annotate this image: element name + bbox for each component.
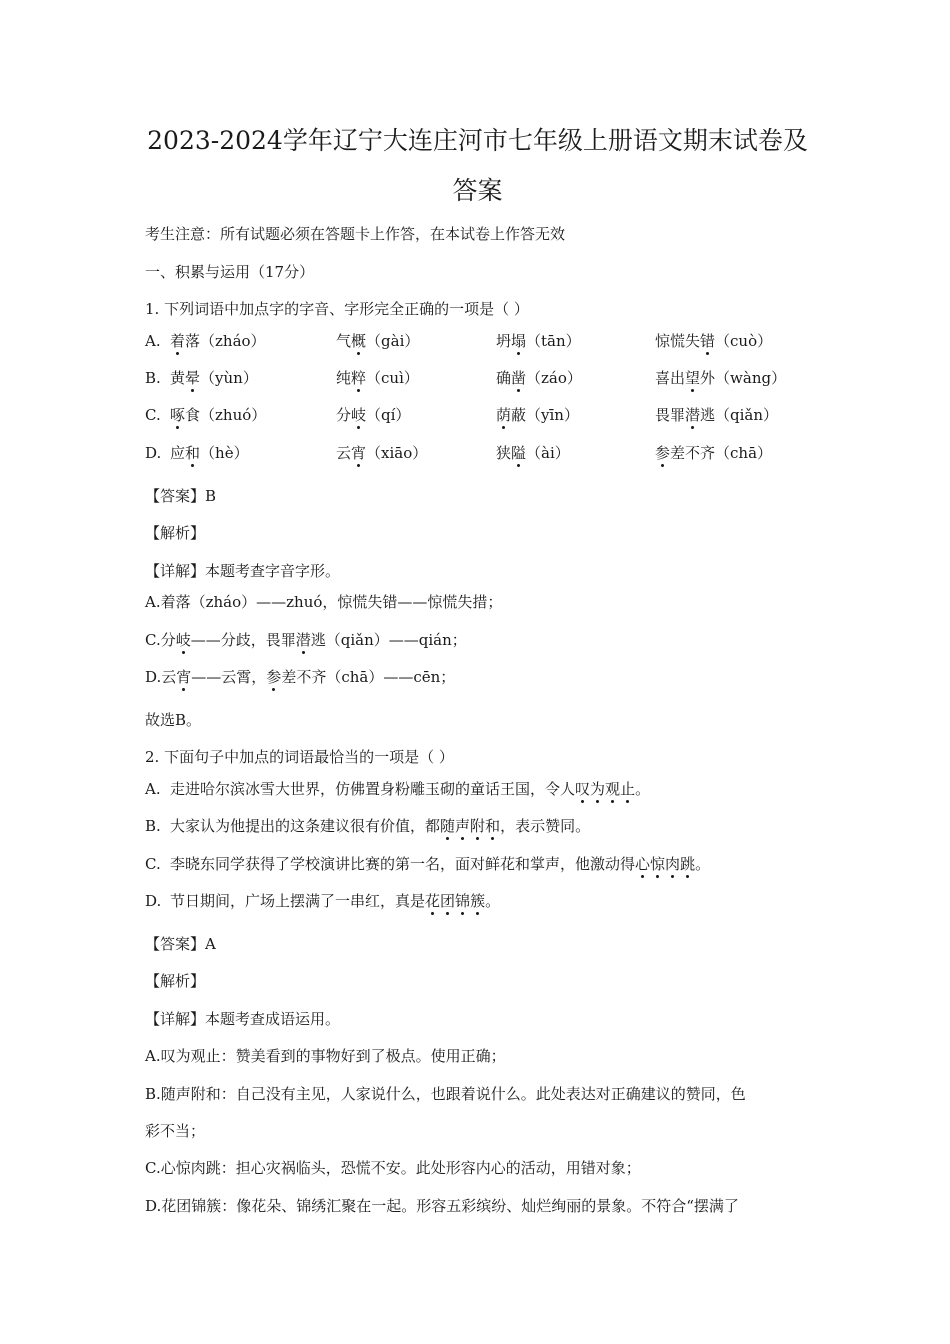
q2-option-label: B. [145,817,161,835]
q1-option-word: 应和（hè） [170,444,249,462]
q2-detail: 【详解】本题考查成语运用。 [145,1010,341,1028]
emphasis-dot-char: 错 [700,332,716,350]
exam-notice: 考生注意：所有试题必须在答题卡上作答，在本试卷上作答无效 [145,225,566,243]
emphasis-dot-char: 心 [635,855,651,873]
emphasis-dot-char: 和 [485,817,501,835]
emphasis-dot-char: 为 [590,780,606,798]
emphasis-dot-char: 锦 [455,892,471,910]
q1-option-word: 参差不齐（chā） [655,444,773,462]
q1-conclusion: 故选B。 [145,711,202,729]
q1-option-label: C. [145,406,161,424]
emphasis-dot-char: 凿 [511,369,527,387]
emphasis-dot-char: 荫 [496,406,512,424]
q2-analysis-label: 【解析】 [145,972,206,990]
q2-explanation-b-line2: 彩不当； [145,1122,206,1140]
emphasis-dot-char: 隘 [511,444,527,462]
q1-option-word: 畏罪潜逃（qiǎn） [655,406,779,424]
question-1-stem: 1. 下列词语中加点字的字音、字形完全正确的一项是（ ） [145,300,529,318]
q1-option-word: 分岐（qí） [336,406,411,424]
question-2-stem: 2. 下面句子中加点的词语最恰当的一项是（ ） [145,748,454,766]
q1-option-word: 荫蔽（yīn） [496,406,579,424]
q2-option-text: 走进哈尔滨冰雪大世界，仿佛置身粉雕玉砌的童话王国，令人叹为观止。 [170,780,651,798]
q2-explanation-a: A.叹为观止：赞美看到的事物好到了极点。使用正确； [145,1047,506,1065]
emphasis-dot-char: 肉 [665,855,681,873]
emphasis-dot-char: 概 [351,332,367,350]
q1-option-word: 云宵（xiāo） [336,444,428,462]
emphasis-dot-char: 团 [440,892,456,910]
q1-option-word: 坍塌（tān） [496,332,581,350]
emphasis-dot-char: 跳 [680,855,696,873]
q1-explanation-c: C.分岐——分歧，畏罪潜逃（qiǎn）——qián； [145,631,467,649]
q2-option-text: 节日期间，广场上摆满了一串红，真是花团锦簇。 [170,892,501,910]
q2-option-label: D. [145,892,162,910]
emphasis-dot-char: 和 [185,444,201,462]
q2-option-label: A. [145,780,161,798]
title-line-1: 2023-2024学年辽宁大连庄河市七年级上册语文期末试卷及 [147,126,808,155]
q1-option-word: 惊慌失错（cuò） [655,332,773,350]
emphasis-dot-char: 着 [170,332,186,350]
q1-option-word: 喜出望外（wàng） [655,369,787,387]
q1-option-word: 啄食（zhuó） [170,406,267,424]
document-title [145,116,810,216]
emphasis-dot-char: 望 [685,369,701,387]
q1-option-label: A. [145,332,161,350]
emphasis-dot-char: 簇 [470,892,486,910]
q1-option-word: 确凿（záo） [496,369,582,387]
q1-answer: 【答案】B [145,487,217,505]
q2-option-label: C. [145,855,161,873]
emphasis-dot-char: 参 [655,444,671,462]
q1-option-word: 气概（gài） [336,332,420,350]
emphasis-dot-char: 宵 [351,444,367,462]
emphasis-dot-char: 附 [470,817,486,835]
q1-explanation-a: A.着落（zháo）——zhuó，惊慌失错——惊慌失措； [145,593,503,611]
emphasis-dot-char: 粹 [351,369,367,387]
emphasis-dot-char: 花 [425,892,441,910]
q2-explanation-d: D.花团锦簇：像花朵、锦绣汇聚在一起。形容五彩缤纷、灿烂绚丽的景象。不符合“摆满了 [145,1197,739,1215]
q1-analysis-label: 【解析】 [145,524,206,542]
emphasis-dot-char: 惊 [650,855,666,873]
emphasis-dot-char: 随 [440,817,456,835]
q1-option-word: 着落（zháo） [170,332,266,350]
q1-option-word: 黄晕（yùn） [170,369,258,387]
section-heading: 一、积累与运用（17分） [145,263,315,281]
q1-option-word: 纯粹（cuì） [336,369,419,387]
emphasis-dot-char: 晕 [185,369,201,387]
emphasis-dot-char: 塌 [511,332,527,350]
q1-explanation-d: D.云宵——云霄，参差不齐（chā）——cēn； [145,668,456,686]
emphasis-dot-char: 观 [605,780,621,798]
q2-answer: 【答案】A [145,935,216,953]
emphasis-dot-char: 声 [455,817,471,835]
q2-option-text: 李晓东同学获得了学校演讲比赛的第一名，面对鲜花和掌声，他激动得心惊肉跳。 [170,855,711,873]
q2-option-text: 大家认为他提出的这条建议很有价值，都随声附和，表示赞同。 [170,817,591,835]
emphasis-dot-char: 啄 [170,406,186,424]
q2-explanation-c: C.心惊肉跳：担心灾祸临头，恐慌不安。此处形容内心的活动，用错对象； [145,1159,641,1177]
q2-explanation-b-line1: B.随声附和：自己没有主见，人家说什么，也跟着说什么。此处表达对正确建议的赞同，色 [145,1085,746,1103]
q1-option-label: B. [145,369,161,387]
emphasis-dot-char: 潜 [685,406,701,424]
emphasis-dot-char: 叹 [575,780,591,798]
q1-detail: 【详解】本题考查字音字形。 [145,562,341,580]
emphasis-dot-char: 岐 [351,406,367,424]
title-line-2: 答案 [452,176,503,205]
q1-option-label: D. [145,444,162,462]
q1-option-word: 狭隘（ài） [496,444,570,462]
emphasis-dot-char: 止 [620,780,636,798]
